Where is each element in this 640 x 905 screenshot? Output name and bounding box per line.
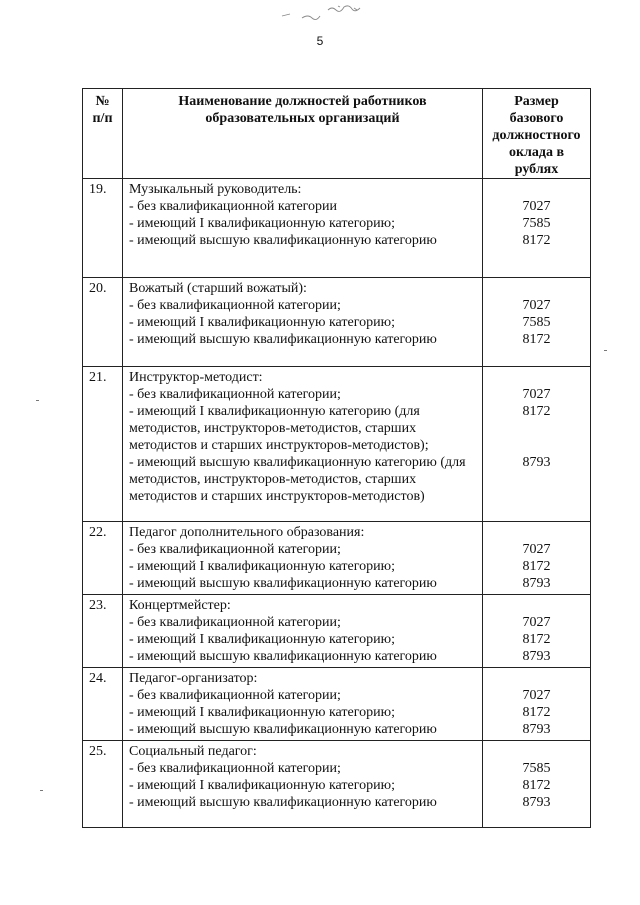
table-row <box>83 595 591 668</box>
table-header-row <box>83 89 591 179</box>
salary-value: 8172 <box>522 559 551 574</box>
category-line: - имеющий I квалификационную категорию; <box>129 216 395 231</box>
category-line: - без квалификационной категории; <box>129 298 341 313</box>
row-position <box>123 179 483 278</box>
row-salary <box>483 668 591 741</box>
scan-speck <box>604 350 607 351</box>
page-number: 5 <box>316 34 324 48</box>
row-salary <box>483 595 591 668</box>
category-line: - без квалификационной категории; <box>129 615 341 630</box>
salary-value: 8172 <box>522 404 551 419</box>
row-salary <box>483 179 591 278</box>
category-line: - имеющий высшую квалификационную категорию (для методистов, инструкторов-методистов, старших методистов и старших инструкторов-методистов) <box>129 455 466 504</box>
salary-value: 7027 <box>522 199 551 214</box>
row-number: 21. <box>83 367 123 522</box>
table-row <box>83 741 591 828</box>
table-row <box>83 367 591 522</box>
handwritten-scribble <box>280 2 380 26</box>
salary-value: 8793 <box>522 649 551 664</box>
category-line: - имеющий высшую квалификационную категорию <box>129 795 437 810</box>
row-number: 25. <box>83 741 123 828</box>
category-line: - имеющий I квалификационную категорию; <box>129 778 395 793</box>
table-row <box>83 668 591 741</box>
row-salary <box>483 522 591 595</box>
row-number: 24. <box>83 668 123 741</box>
header-position-name <box>123 89 483 179</box>
salary-value: 8793 <box>522 455 551 470</box>
table-row <box>83 522 591 595</box>
position-title: Инструктор-методист: <box>129 370 263 385</box>
category-line: - имеющий высшую квалификационную категорию <box>129 233 437 248</box>
salary-value: 8172 <box>522 778 551 793</box>
row-salary <box>483 278 591 367</box>
row-number: 22. <box>83 522 123 595</box>
header-salary-label: Размер базового должностного оклада в рублях <box>492 94 581 177</box>
salary-table <box>82 88 591 828</box>
row-salary <box>483 367 591 522</box>
category-line: - имеющий I квалификационную категорию; <box>129 705 395 720</box>
category-line: - без квалификационной категории; <box>129 761 341 776</box>
salary-value: 8793 <box>522 576 551 591</box>
position-title: Социальный педагог: <box>129 744 257 759</box>
salary-value: 7585 <box>522 315 551 330</box>
position-title: Педагог дополнительного образования: <box>129 525 365 540</box>
row-salary <box>483 741 591 828</box>
row-number: 19. <box>83 179 123 278</box>
salary-value: 7027 <box>522 542 551 557</box>
category-line: - имеющий I квалификационную категорию; <box>129 559 395 574</box>
row-position <box>123 595 483 668</box>
salary-value: 7027 <box>522 688 551 703</box>
salary-value: 7027 <box>522 387 551 402</box>
header-number <box>83 89 123 179</box>
table-row <box>83 278 591 367</box>
category-line: - имеющий высшую квалификационную категорию <box>129 722 437 737</box>
header-salary <box>483 89 591 179</box>
scan-speck <box>40 790 43 791</box>
salary-value: 7585 <box>522 216 551 231</box>
salary-value: 8172 <box>522 705 551 720</box>
position-title: Концертмейстер: <box>129 598 231 613</box>
salary-value: 7585 <box>522 761 551 776</box>
header-number-label: № п/п <box>92 94 113 126</box>
salary-value: 7027 <box>522 298 551 313</box>
category-line: - имеющий I квалификационную категорию; <box>129 632 395 647</box>
row-position <box>123 522 483 595</box>
position-title: Музыкальный руководитель: <box>129 182 302 197</box>
category-line: - без квалификационной категории; <box>129 387 341 402</box>
category-line: - имеющий высшую квалификационную категорию <box>129 649 437 664</box>
row-position <box>123 668 483 741</box>
category-line: - имеющий высшую квалификационную категорию <box>129 576 437 591</box>
row-position <box>123 741 483 828</box>
salary-value: 8793 <box>522 795 551 810</box>
row-number: 23. <box>83 595 123 668</box>
row-position <box>123 278 483 367</box>
row-number: 20. <box>83 278 123 367</box>
salary-value: 8172 <box>522 632 551 647</box>
category-line: - имеющий высшую квалификационную категорию <box>129 332 437 347</box>
salary-value: 8172 <box>522 332 551 347</box>
header-position-label: Наименование должностей работников образовательных организаций <box>178 94 427 126</box>
position-title: Вожатый (старший вожатый): <box>129 281 307 296</box>
category-line: - без квалификационной категории; <box>129 688 341 703</box>
scan-speck <box>36 400 39 401</box>
row-position <box>123 367 483 522</box>
category-line: - имеющий I квалификационную категорию; <box>129 315 395 330</box>
salary-value: 8172 <box>522 233 551 248</box>
salary-value: 7027 <box>522 615 551 630</box>
salary-value: 8793 <box>522 722 551 737</box>
table-row <box>83 179 591 278</box>
category-line: - имеющий I квалификационную категорию (для методистов, инструкторов-методистов, старших методистов и старших инструкторов-методистов); <box>129 404 429 453</box>
category-line: - без квалификационной категории <box>129 199 338 214</box>
position-title: Педагог-организатор: <box>129 671 258 686</box>
category-line: - без квалификационной категории; <box>129 542 341 557</box>
